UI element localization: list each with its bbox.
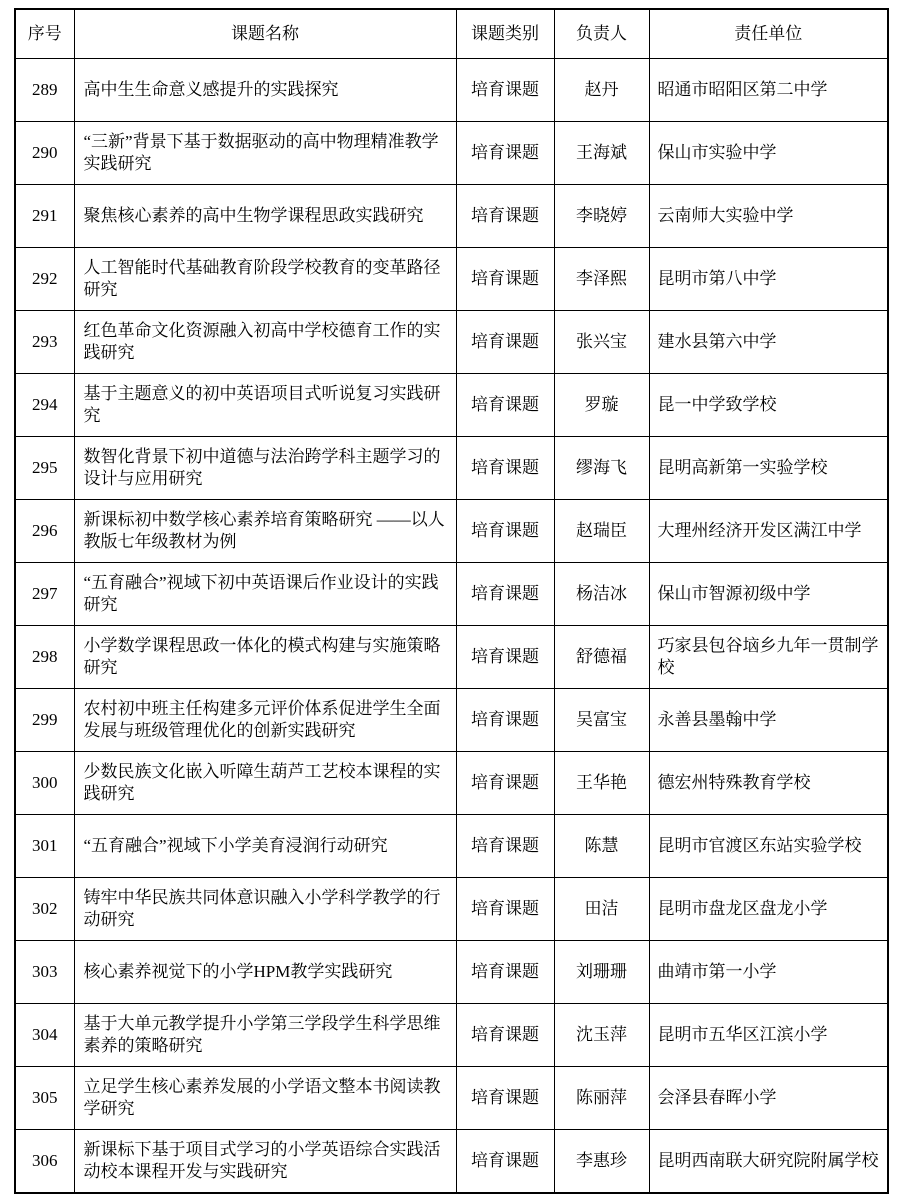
cell-unit-text: 会泽县春晖小学	[657, 1087, 777, 1107]
cell-seq-text: 289	[32, 79, 58, 99]
cell-category-text: 培育课题	[471, 583, 539, 603]
cell-person	[554, 941, 649, 1004]
table-row	[15, 689, 888, 752]
cell-person	[554, 878, 649, 941]
cell-seq	[15, 752, 74, 815]
cell-title-text: 小学数学课程思政一体化的模式构建与实施策略研究	[83, 635, 441, 677]
cell-unit	[649, 1067, 888, 1130]
cell-person	[554, 59, 649, 122]
cell-seq-text: 294	[32, 394, 58, 414]
cell-unit-text: 永善县墨翰中学	[657, 709, 777, 729]
column-header-person-label: 负责人	[576, 23, 627, 43]
cell-person-text: 王海斌	[576, 142, 627, 162]
cell-category-text: 培育课题	[471, 1024, 539, 1044]
cell-person	[554, 311, 649, 374]
cell-unit	[649, 689, 888, 752]
cell-title	[74, 689, 456, 752]
cell-person	[554, 1067, 649, 1130]
column-header-category	[456, 9, 554, 59]
cell-unit-text: 昆明高新第一实验学校	[657, 457, 828, 477]
cell-person-text: 陈丽萍	[576, 1087, 627, 1107]
cell-category	[456, 185, 554, 248]
cell-unit-text: 巧家县包谷垴乡九年一贯制学校	[657, 635, 879, 677]
cell-title	[74, 1004, 456, 1067]
cell-seq	[15, 878, 74, 941]
cell-category	[456, 878, 554, 941]
cell-category-text: 培育课题	[471, 142, 539, 162]
cell-seq-text: 301	[32, 835, 58, 855]
cell-person-text: 罗璇	[584, 394, 619, 414]
table-row	[15, 437, 888, 500]
column-header-title	[74, 9, 456, 59]
cell-title	[74, 626, 456, 689]
cell-unit-text: 保山市实验中学	[657, 142, 777, 162]
cell-person	[554, 563, 649, 626]
cell-unit-text: 大理州经济开发区满江中学	[657, 520, 862, 540]
cell-seq	[15, 1130, 74, 1194]
cell-title	[74, 248, 456, 311]
table-row	[15, 374, 888, 437]
cell-title	[74, 185, 456, 248]
cell-unit-text: 昭通市昭阳区第二中学	[657, 79, 828, 99]
column-header-person	[554, 9, 649, 59]
cell-seq-text: 290	[32, 142, 58, 162]
cell-seq-text: 296	[32, 520, 58, 540]
cell-category	[456, 941, 554, 1004]
cell-person-text: 赵瑞臣	[576, 520, 627, 540]
table-row	[15, 59, 888, 122]
cell-category-text: 培育课题	[471, 772, 539, 792]
cell-title-text: 高中生生命意义感提升的实践探究	[83, 79, 339, 99]
table-row	[15, 752, 888, 815]
table-row	[15, 1130, 888, 1194]
cell-unit-text: 云南师大实验中学	[657, 205, 794, 225]
cell-seq	[15, 311, 74, 374]
cell-title-text: 核心素养视觉下的小学HPM教学实践研究	[83, 961, 393, 981]
cell-category	[456, 815, 554, 878]
cell-seq-text: 304	[32, 1024, 58, 1044]
table-row	[15, 248, 888, 311]
cell-title	[74, 1130, 456, 1194]
table-row	[15, 626, 888, 689]
cell-seq	[15, 374, 74, 437]
cell-unit	[649, 563, 888, 626]
cell-unit-text: 昆明西南联大研究院附属学校	[657, 1150, 879, 1170]
cell-seq	[15, 1004, 74, 1067]
cell-person-text: 王华艳	[576, 772, 627, 792]
column-header-seq	[15, 9, 74, 59]
cell-person-text: 田洁	[584, 898, 619, 918]
table-row	[15, 122, 888, 185]
cell-person	[554, 1004, 649, 1067]
cell-person	[554, 689, 649, 752]
cell-person-text: 舒德福	[576, 646, 627, 666]
cell-person	[554, 626, 649, 689]
table-body	[15, 59, 888, 1194]
cell-title	[74, 59, 456, 122]
cell-person	[554, 374, 649, 437]
cell-unit-text: 保山市智源初级中学	[657, 583, 811, 603]
table-row	[15, 185, 888, 248]
cell-category	[456, 311, 554, 374]
cell-person	[554, 122, 649, 185]
cell-person-text: 缪海飞	[576, 457, 627, 477]
cell-title	[74, 437, 456, 500]
table-row	[15, 941, 888, 1004]
cell-unit-text: 昆明市五华区江滨小学	[657, 1024, 828, 1044]
cell-unit-text: 昆明市第八中学	[657, 268, 777, 288]
cell-unit-text: 昆明市盘龙区盘龙小学	[657, 898, 828, 918]
cell-category	[456, 122, 554, 185]
cell-seq-text: 292	[32, 268, 58, 288]
table-row	[15, 311, 888, 374]
cell-category	[456, 374, 554, 437]
cell-seq-text: 305	[32, 1087, 58, 1107]
cell-unit	[649, 941, 888, 1004]
cell-person	[554, 437, 649, 500]
cell-seq	[15, 689, 74, 752]
cell-title-text: 铸牢中华民族共同体意识融入小学科学教学的行动研究	[83, 887, 441, 929]
cell-title-text: 新课标下基于项目式学习的小学英语综合实践活动校本课程开发与实践研究	[83, 1139, 441, 1181]
column-header-seq-label: 序号	[27, 23, 62, 43]
cell-person-text: 沈玉萍	[576, 1024, 627, 1044]
cell-seq-text: 297	[32, 583, 58, 603]
column-header-category-label: 课题类别	[471, 23, 539, 43]
cell-title	[74, 815, 456, 878]
cell-seq	[15, 941, 74, 1004]
cell-category-text: 培育课题	[471, 898, 539, 918]
cell-seq	[15, 59, 74, 122]
cell-person-text: 杨洁冰	[576, 583, 627, 603]
cell-seq	[15, 185, 74, 248]
column-header-title-label: 课题名称	[231, 23, 299, 43]
cell-unit-text: 曲靖市第一小学	[657, 961, 777, 981]
cell-unit	[649, 752, 888, 815]
cell-seq	[15, 815, 74, 878]
cell-category-text: 培育课题	[471, 709, 539, 729]
cell-unit	[649, 815, 888, 878]
cell-category-text: 培育课题	[471, 1087, 539, 1107]
table-row	[15, 815, 888, 878]
cell-seq	[15, 563, 74, 626]
cell-title	[74, 941, 456, 1004]
cell-title-text: 新课标初中数学核心素养培育策略研究 ——以人教版七年级教材为例	[83, 509, 445, 551]
cell-title-text: 人工智能时代基础教育阶段学校教育的变革路径研究	[83, 257, 441, 299]
project-list-table	[14, 8, 889, 1194]
cell-category	[456, 500, 554, 563]
cell-seq-text: 295	[32, 457, 58, 477]
table-row	[15, 878, 888, 941]
cell-category-text: 培育课题	[471, 331, 539, 351]
cell-category-text: 培育课题	[471, 457, 539, 477]
cell-title	[74, 311, 456, 374]
cell-seq	[15, 437, 74, 500]
cell-seq-text: 298	[32, 646, 58, 666]
cell-person-text: 李泽熙	[576, 268, 627, 288]
table-header-row	[15, 9, 888, 59]
cell-title-text: 基于大单元教学提升小学第三学段学生科学思维素养的策略研究	[83, 1013, 441, 1055]
cell-category-text: 培育课题	[471, 520, 539, 540]
cell-seq	[15, 626, 74, 689]
cell-person-text: 李惠珍	[576, 1150, 627, 1170]
cell-category-text: 培育课题	[471, 268, 539, 288]
cell-title-text: 基于主题意义的初中英语项目式听说复习实践研究	[83, 383, 441, 425]
cell-person	[554, 248, 649, 311]
cell-unit-text: 建水县第六中学	[657, 331, 777, 351]
cell-unit	[649, 374, 888, 437]
table-header	[15, 9, 888, 59]
cell-category-text: 培育课题	[471, 961, 539, 981]
cell-category	[456, 1067, 554, 1130]
cell-unit	[649, 500, 888, 563]
cell-person-text: 赵丹	[584, 79, 619, 99]
cell-unit	[649, 1130, 888, 1194]
cell-title	[74, 374, 456, 437]
cell-title	[74, 122, 456, 185]
cell-unit	[649, 59, 888, 122]
cell-category	[456, 689, 554, 752]
cell-unit	[649, 248, 888, 311]
cell-person	[554, 815, 649, 878]
cell-title	[74, 1067, 456, 1130]
cell-seq	[15, 1067, 74, 1130]
cell-person	[554, 752, 649, 815]
table-row	[15, 1067, 888, 1130]
cell-category-text: 培育课题	[471, 1150, 539, 1170]
cell-unit	[649, 878, 888, 941]
column-header-unit	[649, 9, 888, 59]
cell-seq	[15, 122, 74, 185]
cell-title-text: “三新”背景下基于数据驱动的高中物理精准教学实践研究	[83, 131, 439, 173]
cell-seq-text: 302	[32, 898, 58, 918]
cell-seq	[15, 500, 74, 563]
cell-seq-text: 303	[32, 961, 58, 981]
cell-category	[456, 626, 554, 689]
cell-person-text: 李晓婷	[576, 205, 627, 225]
cell-title-text: “五育融合”视域下小学美育浸润行动研究	[83, 835, 388, 855]
cell-seq	[15, 248, 74, 311]
cell-category	[456, 563, 554, 626]
table-row	[15, 1004, 888, 1067]
cell-unit	[649, 437, 888, 500]
cell-category-text: 培育课题	[471, 646, 539, 666]
cell-category-text: 培育课题	[471, 205, 539, 225]
cell-unit	[649, 626, 888, 689]
cell-unit	[649, 122, 888, 185]
cell-person-text: 吴富宝	[576, 709, 627, 729]
cell-unit-text: 昆明市官渡区东站实验学校	[657, 835, 862, 855]
cell-title-text: 少数民族文化嵌入听障生葫芦工艺校本课程的实践研究	[83, 761, 441, 803]
cell-category-text: 培育课题	[471, 835, 539, 855]
cell-category	[456, 59, 554, 122]
table-row	[15, 500, 888, 563]
cell-unit	[649, 311, 888, 374]
cell-person	[554, 500, 649, 563]
cell-category	[456, 437, 554, 500]
cell-person-text: 张兴宝	[576, 331, 627, 351]
cell-unit	[649, 1004, 888, 1067]
cell-category-text: 培育课题	[471, 394, 539, 414]
cell-category	[456, 248, 554, 311]
cell-title-text: “五育融合”视域下初中英语课后作业设计的实践研究	[83, 572, 439, 614]
cell-title	[74, 500, 456, 563]
cell-seq-text: 306	[32, 1150, 58, 1170]
cell-seq-text: 300	[32, 772, 58, 792]
cell-category	[456, 1004, 554, 1067]
cell-category	[456, 752, 554, 815]
cell-unit-text: 昆一中学致学校	[657, 394, 777, 414]
cell-title	[74, 563, 456, 626]
cell-unit-text: 德宏州特殊教育学校	[657, 772, 811, 792]
cell-title	[74, 878, 456, 941]
cell-person-text: 陈慧	[584, 835, 619, 855]
cell-category	[456, 1130, 554, 1194]
cell-seq-text: 293	[32, 331, 58, 351]
cell-person-text: 刘珊珊	[576, 961, 627, 981]
cell-title-text: 聚焦核心素养的高中生物学课程思政实践研究	[83, 205, 424, 225]
cell-category-text: 培育课题	[471, 79, 539, 99]
cell-person	[554, 1130, 649, 1194]
cell-seq-text: 291	[32, 205, 58, 225]
cell-seq-text: 299	[32, 709, 58, 729]
cell-person	[554, 185, 649, 248]
cell-title-text: 红色革命文化资源融入初高中学校德育工作的实践研究	[83, 320, 441, 362]
table-row	[15, 563, 888, 626]
column-header-unit-label: 责任单位	[734, 23, 803, 43]
cell-title-text: 数智化背景下初中道德与法治跨学科主题学习的设计与应用研究	[83, 446, 441, 488]
cell-title	[74, 752, 456, 815]
cell-unit	[649, 185, 888, 248]
cell-title-text: 立足学生核心素养发展的小学语文整本书阅读教学研究	[83, 1076, 441, 1118]
cell-title-text: 农村初中班主任构建多元评价体系促进学生全面发展与班级管理优化的创新实践研究	[83, 698, 441, 740]
